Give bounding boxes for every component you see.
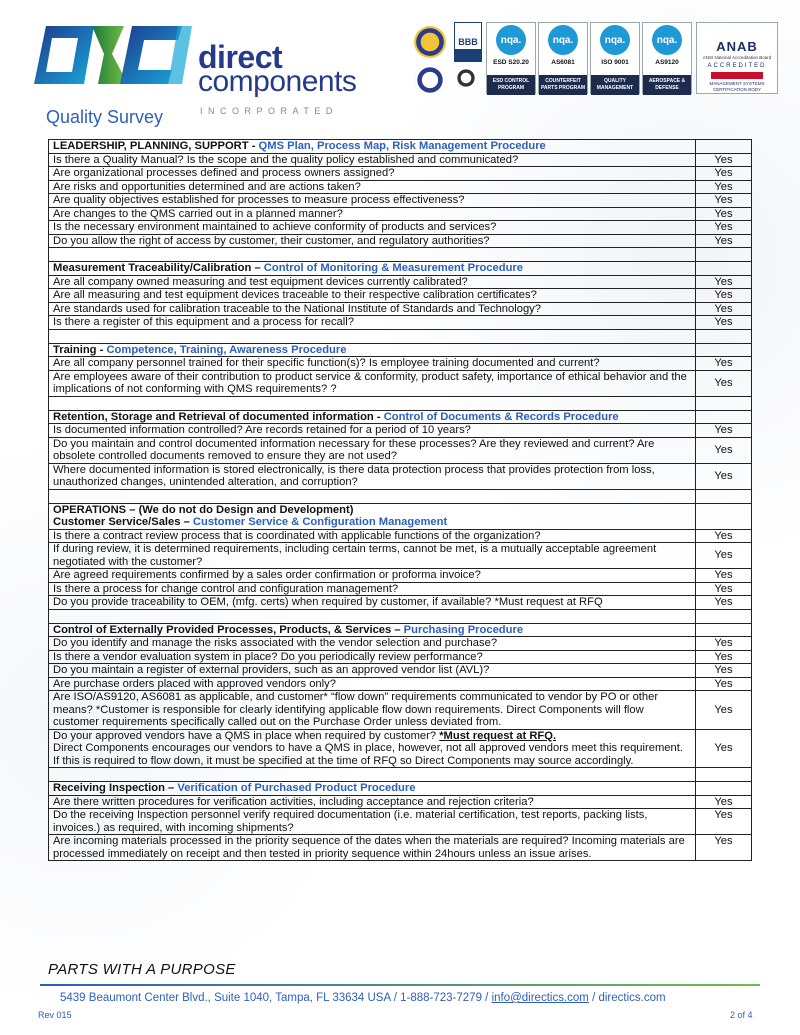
page-number: 2 of 4 [730, 1010, 753, 1020]
answer-cell[interactable]: Yes [696, 302, 752, 316]
table-row: Do you maintain a register of external providers, such as an approved vendor list (AVL)? Yes [49, 664, 752, 678]
table-row: Are there written procedures for verification activities, including acceptance and rejection criteria? Yes [49, 795, 752, 809]
tagline: PARTS WITH A PURPOSE [48, 961, 236, 978]
answer-cell[interactable]: Yes [696, 221, 752, 235]
cert-badge-as9120: nqa. AS9120 AEROSPACE & DEFENSE [642, 22, 692, 94]
section-header: Training - Competence, Training, Awareness Procedure [49, 343, 752, 357]
email-link[interactable]: info@directics.com [491, 992, 589, 1004]
answer-cell[interactable]: Yes [696, 289, 752, 303]
table-row: Are incoming materials processed in the priority sequence of the dates when the materials are required? Incoming materials are processed immediately on receipt and then tested in priority sequence within 24hours unless an issue arises. Yes [49, 835, 752, 861]
table-row: Are all company owned measuring and test equipment devices currently calibrated? Yes [49, 275, 752, 289]
answer-cell[interactable]: Yes [696, 194, 752, 208]
section-header: Receiving Inspection – Verification of Purchased Product Procedure [49, 782, 752, 796]
table-row: Are organizational processes defined and process owners assigned? Yes [49, 167, 752, 181]
address: 5439 Beaumont Center Blvd., Suite 1040, Tampa, FL 33634 USA [60, 992, 391, 1004]
section-header: Measurement Traceability/Calibration – Control of Monitoring & Measurement Procedure [49, 262, 752, 276]
spacer-row [49, 609, 752, 623]
footer-contact: 5439 Beaumont Center Blvd., Suite 1040, Tampa, FL 33634 USA / 1-888-723-7279 / info@directics.com / directics.com [60, 992, 666, 1004]
header [0, 0, 800, 116]
logo-word-incorporated: INCORPORATED [200, 106, 338, 116]
answer-cell[interactable]: Yes [696, 729, 752, 768]
table-row: Do you provide traceability to OEM, (mfg. certs) when required by customer, if available? *Must request at RFQ Yes [49, 596, 752, 610]
answer-cell[interactable]: Yes [696, 650, 752, 664]
esd-seal-icon [454, 66, 478, 90]
answer-cell[interactable]: Yes [696, 637, 752, 651]
table-row: Are changes to the QMS carried out in a planned manner? Yes [49, 207, 752, 221]
table-row: Are risks and opportunities determined and are actions taken? Yes [49, 180, 752, 194]
nqa-logo-icon: nqa. [600, 25, 630, 55]
table-row: Are all measuring and test equipment devices traceable to their respective calibration certificates? Yes [49, 289, 752, 303]
cert-badge-iso9001: nqa. ISO 9001 QUALITY MANAGEMENT [590, 22, 640, 94]
procedure-link[interactable]: QMS Plan, Process Map, Risk Management Procedure [258, 140, 546, 152]
procedure-link[interactable]: Purchasing Procedure [403, 623, 524, 636]
anniversary-seal-icon [414, 64, 446, 96]
page-title: Quality Survey [46, 107, 164, 127]
bbb-badge: BBB [454, 22, 482, 62]
answer-cell[interactable]: Yes [696, 437, 752, 463]
table-row: If during review, it is determined requirements, including certain terms, cannot be met, is a mutually acceptable agreement negotiated with the customer? Yes [49, 543, 752, 569]
answer-cell[interactable]: Yes [696, 795, 752, 809]
table-row: Is there a contract review process that is coordinated with applicable functions of the organization? Yes [49, 529, 752, 543]
table-row: Are quality objectives established for processes to measure process effectiveness? Yes [49, 194, 752, 208]
answer-cell[interactable]: Yes [696, 691, 752, 730]
section-header: LEADERSHIP, PLANNING, SUPPORT - QMS Plan, Process Map, Risk Management Procedure [49, 140, 752, 154]
footer-divider [40, 984, 760, 986]
answer-cell[interactable]: Yes [696, 370, 752, 396]
section-header: Retention, Storage and Retrieval of documented information - Control of Documents & Records Procedure [49, 410, 752, 424]
spacer-row [49, 329, 752, 343]
nqa-logo-icon: nqa. [496, 25, 526, 55]
answer-cell[interactable]: Yes [696, 424, 752, 438]
procedure-link[interactable]: Competence, Training, Awareness Procedure [106, 343, 347, 356]
answer-cell[interactable]: Yes [696, 357, 752, 371]
logo-mark-icon [32, 24, 192, 86]
answer-cell[interactable]: Yes [696, 543, 752, 569]
certification-badges [412, 20, 782, 98]
answer-cell[interactable]: Yes [696, 180, 752, 194]
website-link[interactable]: directics.com [598, 992, 666, 1004]
answer-cell[interactable]: Yes [696, 596, 752, 610]
table-row: Are all company personnel trained for their specific function(s)? Is employee training documented and current? Yes [49, 357, 752, 371]
dibbs-seal-icon [414, 26, 446, 58]
table-row: Are ISO/AS9120, AS6081 as applicable, and customer* “flow down” requirements communicated to vendor by PO or other means? *Customer is responsible for clearly identifying applicable flow down requirements. Direct Components will flow customer requirements specifically called out on the Purchase Order unless deviated from. Yes [49, 691, 752, 730]
spacer-row [49, 489, 752, 503]
table-row: Is there a Quality Manual? Is the scope and the quality policy established and communicated? Yes [49, 153, 752, 167]
table-row: Is the necessary environment maintained to achieve conformity of products and services? Yes [49, 221, 752, 235]
table-row: Is there a vendor evaluation system in place? Do you periodically review performance? Yes [49, 650, 752, 664]
table-row: Is there a process for change control and configuration management? Yes [49, 582, 752, 596]
cert-badge-as6081: nqa. AS6081 COUNTERFEIT PARTS PROGRAM [538, 22, 588, 94]
answer-cell[interactable]: Yes [696, 463, 752, 489]
answer-cell[interactable]: Yes [696, 167, 752, 181]
spacer-row [49, 396, 752, 410]
table-row: Are agreed requirements confirmed by a sales order confirmation or proforma invoice? Yes [49, 569, 752, 583]
answer-cell[interactable]: Yes [696, 529, 752, 543]
answer-cell[interactable]: Yes [696, 153, 752, 167]
answer-cell[interactable]: Yes [696, 677, 752, 691]
anab-badge: ANAB ANSI National Accreditation Board ACCREDITED MANAGEMENT SYSTEMS CERTIFICATION BODY [696, 22, 778, 94]
answer-cell[interactable]: Yes [696, 835, 752, 861]
answer-cell[interactable]: Yes [696, 316, 752, 330]
table-row: Do you allow the right of access by customer, their customer, and regulatory authorities? Yes [49, 234, 752, 248]
answer-cell[interactable]: Yes [696, 569, 752, 583]
table-row: Is documented information controlled? Are records retained for a period of 10 years? Yes [49, 424, 752, 438]
nqa-logo-icon: nqa. [652, 25, 682, 55]
answer-cell[interactable]: Yes [696, 207, 752, 221]
procedure-link[interactable]: Control of Documents & Records Procedure [383, 410, 619, 423]
cert-badge-esd: nqa. ESD S20.20 ESD CONTROL PROGRAM [486, 22, 536, 94]
logo-word-components: components [198, 65, 357, 98]
answer-cell[interactable]: Yes [696, 234, 752, 248]
answer-cell[interactable]: Yes [696, 582, 752, 596]
section-header: Control of Externally Provided Processes, Products, & Services – Purchasing Procedure [49, 623, 752, 637]
spacer-row [49, 768, 752, 782]
table-row: Do you identify and manage the risks associated with the vendor selection and purchase? Yes [49, 637, 752, 651]
survey-table [48, 139, 752, 861]
answer-cell[interactable]: Yes [696, 809, 752, 835]
procedure-link[interactable]: Customer Service & Configuration Management [192, 516, 448, 528]
procedure-link[interactable]: Verification of Purchased Product Procedure [177, 782, 416, 794]
answer-cell[interactable]: Yes [696, 275, 752, 289]
company-logo [32, 24, 392, 116]
table-row: Are employees aware of their contribution to product service & conformity, product safety, importance of ethical behavior and the implications of not conforming with QMS requirements? ? Yes [49, 370, 752, 396]
table-row: Where documented information is stored electronically, is there data protection process that provides protection from loss, unauthorized changes, unintended alteration, and corruption? Yes [49, 463, 752, 489]
table-row: Do your approved vendors have a QMS in place when required by customer? *Must request at RFQ. Direct Components encourages our vendors to have a QMS in place, however, not all approved vendors meet this requirement. If this is required to flow down, it must be specified at the time of RFQ so Direct Components may source accordingly. Yes [49, 729, 752, 768]
revision-label: Rev 015 [38, 1010, 72, 1020]
nqa-logo-icon: nqa. [548, 25, 578, 55]
phone-link[interactable]: 1-888-723-7279 [400, 992, 482, 1004]
table-row: Do you maintain and control documented information necessary for these processes? Are they reviewed and current? Are obsolete controlled documents removed to ensure they are not used? Yes [49, 437, 752, 463]
table-row: Do the receiving Inspection personnel verify required documentation (i.e. material certification, test reports, packing lists, invoices.) as required, with incoming shipments? Yes [49, 809, 752, 835]
table-row: Is there a register of this equipment and a process for recall? Yes [49, 316, 752, 330]
spacer-row [49, 248, 752, 262]
answer-cell[interactable]: Yes [696, 664, 752, 678]
table-row: Are standards used for calibration traceable to the National Institute of Standards and Technology? Yes [49, 302, 752, 316]
table-row: Are purchase orders placed with approved vendors only? Yes [49, 677, 752, 691]
section-header: OPERATIONS – (We do not do Design and Development) Customer Service/Sales – Customer Service & Configuration Management [49, 503, 752, 529]
procedure-link[interactable]: Control of Monitoring & Measurement Procedure [263, 262, 523, 274]
logo-word-direct: direct [198, 39, 283, 75]
